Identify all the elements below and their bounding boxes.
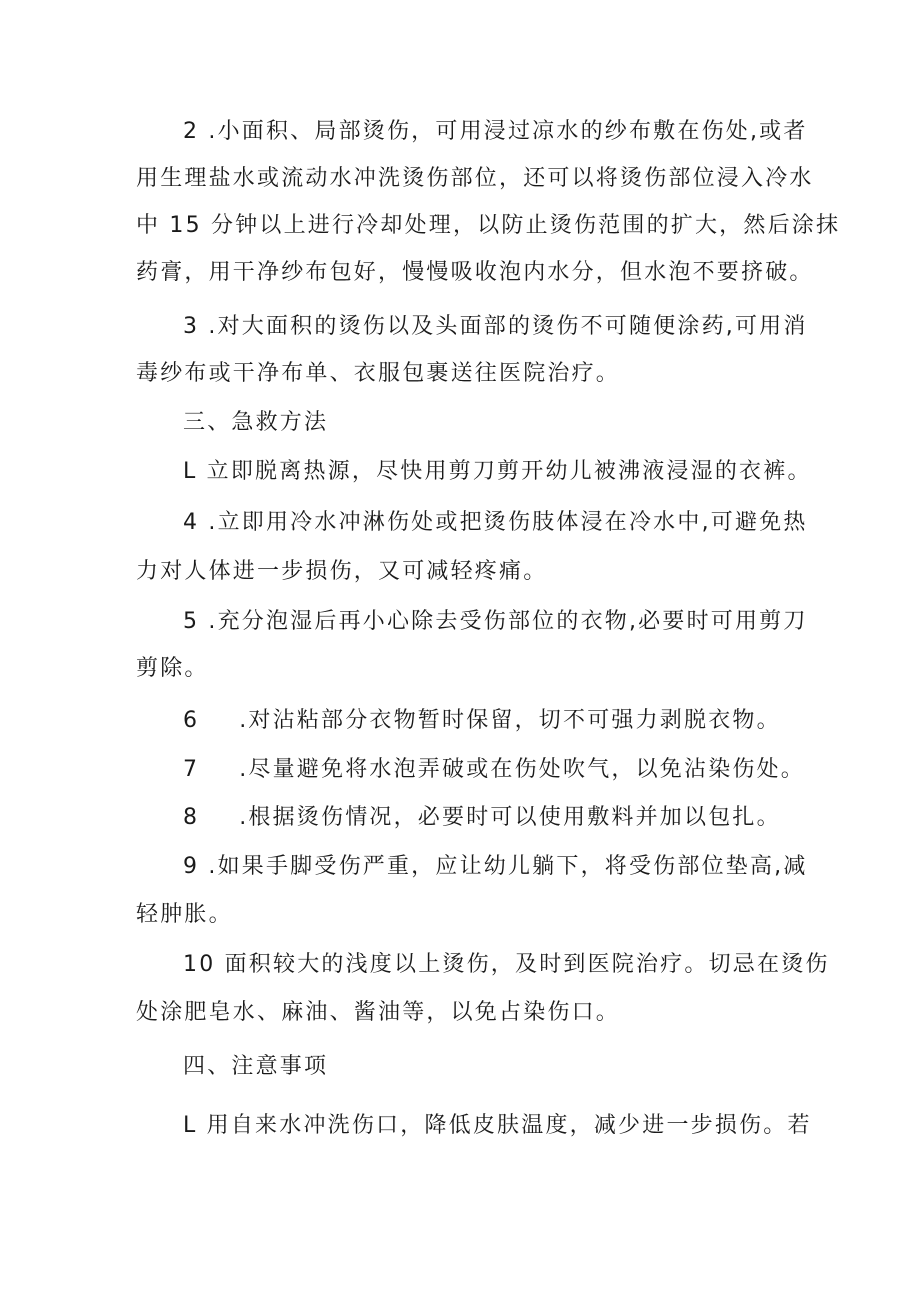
para-9-line-1: 9 .如果手脚受伤严重，应让幼儿躺下，将受伤部位垫高,减 (183, 854, 808, 879)
para-l1-line-1: L 立即脱离热源，尽快用剪刀剪开幼儿被沸液浸湿的衣裤。 (183, 459, 812, 484)
para-3-line-2: 毒纱布或干净布单、衣服包裹送往医院治疗。 (136, 361, 621, 386)
para-5-line-1: 5 .充分泡湿后再小心除去受伤部位的衣物,必要时可用剪刀 (183, 609, 808, 634)
para-4-line-2: 力对人体进一步损伤，又可减轻疼痛。 (136, 559, 548, 584)
section-heading-precautions: 四、注意事项 (183, 1054, 329, 1079)
para-5-line-2: 剪除。 (136, 656, 209, 681)
para-10-line-2: 处涂肥皂水、麻油、酱油等，以免占染伤口。 (136, 1000, 621, 1025)
para-8-line-1 (183, 803, 781, 833)
para-3-line-1: 3 .对大面积的烫伤以及头面部的烫伤不可随便涂药,可用消 (183, 314, 808, 339)
para-2-line-1: 2 .小面积、局部烫伤，可用浸过凉水的纱布敷在伤处,或者 (183, 119, 808, 144)
para-7-line-1 (183, 755, 805, 785)
para-6-number: 6 (183, 708, 200, 733)
para-2-line-4: 药膏，用干净纱布包好，慢慢吸收泡内水分，但水泡不要挤破。 (136, 260, 814, 285)
para-9-line-2: 轻肿胀。 (136, 902, 233, 927)
para-8-number: 8 (183, 805, 200, 830)
para-2-line-2: 用生理盐水或流动水冲洗烫伤部位，还可以将烫伤部位浸入冷水 (136, 166, 814, 191)
para-4-line-1: 4 .立即用冷水冲淋伤处或把烫伤肢体浸在冷水中,可避免热 (183, 510, 808, 535)
para-8-text: .根据烫伤情况，必要时可以使用敷料并加以包扎。 (239, 805, 781, 830)
para-2-line-3: 中 15 分钟以上进行冷却处理，以防止烫伤范围的扩大，然后涂抹 (136, 213, 841, 238)
section-heading-first-aid: 三、急救方法 (183, 410, 329, 435)
para-l2-line-1: L 用自来水冲洗伤口，降低皮肤温度，减少进一步损伤。若 (183, 1113, 812, 1138)
para-6-line-1 (183, 706, 781, 736)
para-7-text: .尽量避免将水泡弄破或在伤处吹气，以免沾染伤处。 (239, 757, 805, 782)
para-6-text: .对沾粘部分衣物暂时保留，切不可强力剥脱衣物。 (239, 708, 781, 733)
para-7-number: 7 (183, 757, 200, 782)
para-10-line-1: 10 面积较大的浅度以上烫伤，及时到医院治疗。切忌在烫伤 (183, 952, 830, 977)
